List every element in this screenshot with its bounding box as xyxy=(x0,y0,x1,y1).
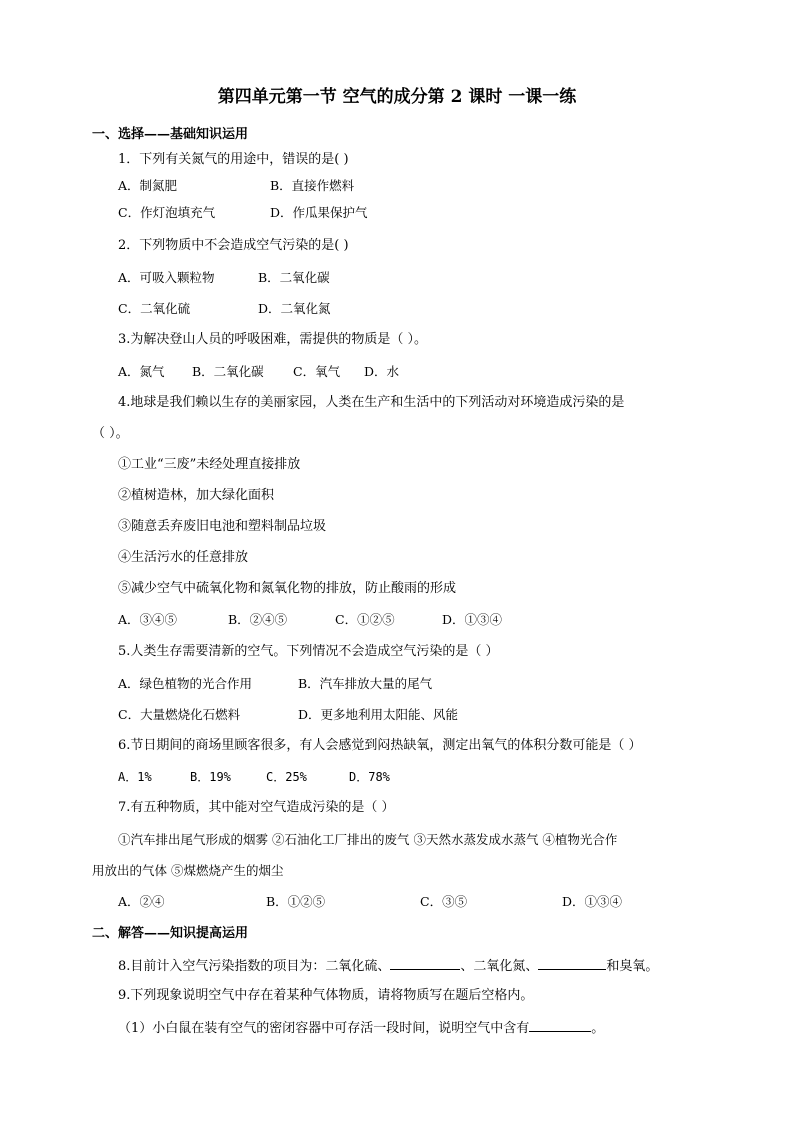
q4-option-d: D．①③④ xyxy=(442,612,503,627)
q1-option-a: A．制氮肥 xyxy=(118,178,178,193)
q9-blank-1[interactable] xyxy=(529,1019,591,1032)
q1-option-b: B．直接作燃料 xyxy=(270,178,355,193)
question-6-stem: 6.节日期间的商场里顾客很多，有人会感觉到闷热缺氧，测定出氧气的体积分数可能是（ ） xyxy=(118,738,642,753)
q2-option-c: C．二氧化硫 xyxy=(118,301,191,316)
q8-text-2: 、二氧化氮、 xyxy=(460,959,539,974)
q6-option-b: B．19% xyxy=(190,770,231,784)
q7-option-d: D．①③④ xyxy=(562,894,623,909)
q4-item-5: ⑤减少空气中硫氧化物和氮氧化物的排放，防止酸雨的形成 xyxy=(118,581,457,596)
q1-option-d: D．作瓜果保护气 xyxy=(270,205,368,220)
q3-option-b: B．二氧化碳 xyxy=(192,364,264,379)
q4-option-a: A．③④⑤ xyxy=(118,612,178,627)
q6-option-c: C．25% xyxy=(266,770,307,784)
question-1-stem: 1．下列有关氮气的用途中，错误的是( ) xyxy=(118,152,349,167)
q5-option-c: C．大量燃烧化石燃料 xyxy=(118,707,241,722)
q8-text-1: 8.目前计入空气污染指数的项目为：二氧化硫、 xyxy=(118,959,391,974)
q9-s1-end: 。 xyxy=(591,1021,605,1036)
q3-option-a: A．氮气 xyxy=(118,364,165,379)
q5-option-b: B．汽车排放大量的尾气 xyxy=(298,676,433,691)
q4-item-3: ③随意丢弃废旧电池和塑料制品垃圾 xyxy=(118,519,327,534)
q7-option-a: A．②④ xyxy=(118,894,165,909)
section-heading-answer: 二、解答——知识提高运用 xyxy=(92,926,249,941)
question-8 xyxy=(118,957,658,975)
q5-option-a: A．绿色植物的光合作用 xyxy=(118,676,253,691)
q4-option-b: B．②④⑤ xyxy=(228,612,288,627)
question-7-stem: 7.有五种物质，其中能对空气造成污染的是（ ） xyxy=(118,800,395,815)
section-heading-choice: 一、选择——基础知识运用 xyxy=(92,127,249,142)
question-4-stem-cont: （ ）。 xyxy=(92,426,129,441)
page-title: 第四单元第一节 空气的成分第 2 课时 一课一练 xyxy=(217,87,577,107)
question-2-stem: 2．下列物质中不会造成空气污染的是( ) xyxy=(118,238,349,253)
q6-option-a: A．1% xyxy=(118,770,152,784)
question-9-stem: 9.下列现象说明空气中存在着某种气体物质，请将物质写在题后空格内。 xyxy=(118,988,534,1003)
q1-option-c: C．作灯泡填充气 xyxy=(118,205,216,220)
q4-item-4: ④生活污水的任意排放 xyxy=(118,550,249,565)
q6-option-d: D．78% xyxy=(349,770,390,784)
q7-option-b: B．①②⑤ xyxy=(266,894,326,909)
q9-subquestion-1 xyxy=(118,1019,604,1037)
q2-option-b: B．二氧化碳 xyxy=(258,270,330,285)
q5-option-d: D．更多地利用太阳能、风能 xyxy=(298,707,459,722)
q7-items-line-2: 用放出的气体 ⑤煤燃烧产生的烟尘 xyxy=(92,863,284,878)
question-3-stem: 3.为解决登山人员的呼吸困难，需提供的物质是（ ）。 xyxy=(118,332,428,347)
q4-item-1: ①工业“三废”未经处理直接排放 xyxy=(118,457,301,472)
q8-blank-2[interactable] xyxy=(538,957,606,970)
q7-items-line-1: ①汽车排出尾气形成的烟雾 ②石油化工厂排出的废气 ③天然水蒸发成水蒸气 ④植物光合作 xyxy=(118,832,618,847)
q4-item-2: ②植树造林，加大绿化面积 xyxy=(118,488,275,503)
q8-text-3: 和臭氧。 xyxy=(606,959,659,974)
q2-option-d: D．二氧化氮 xyxy=(258,301,331,316)
q9-s1-text: （1）小白鼠在装有空气的密闭容器中可存活一段时间，说明空气中含有 xyxy=(118,1021,530,1036)
q7-option-c: C．③⑤ xyxy=(420,894,468,909)
q4-option-c: C．①②⑤ xyxy=(335,612,395,627)
q8-blank-1[interactable] xyxy=(390,957,460,970)
question-5-stem: 5.人类生存需要清新的空气。下列情况不会造成空气污染的是（ ） xyxy=(118,644,499,659)
q3-option-d: D．水 xyxy=(364,364,400,379)
question-4-stem: 4.地球是我们赖以生存的美丽家园，人类在生产和生活中的下列活动对环境造成污染的是 xyxy=(118,395,625,410)
q3-option-c: C．氧气 xyxy=(293,364,341,379)
q2-option-a: A．可吸入颗粒物 xyxy=(118,270,215,285)
